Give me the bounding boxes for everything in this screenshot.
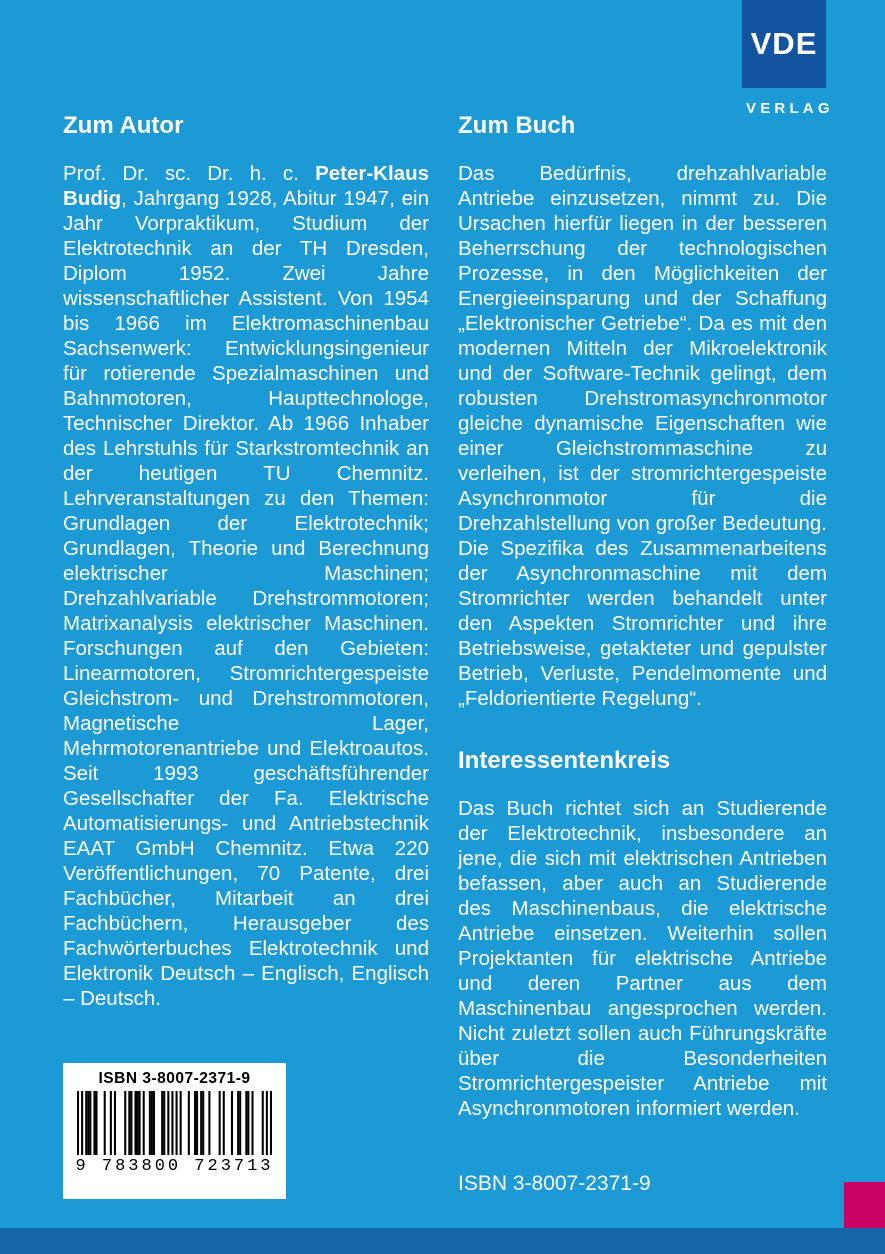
book-section-title: Zum Buch [458, 112, 576, 139]
accent-square [844, 1182, 885, 1228]
author-text [63, 161, 429, 1011]
isbn-text: ISBN 3-8007-2371-9 [458, 1172, 651, 1195]
isbn-barcode [63, 1063, 286, 1199]
author-text-body: , Jahrgang 1928, Abitur 1947, ein Jahr Vorpraktikum, Studium der Elektrotechnik an der TH Dresden, Diplom 1952. Zwei Jahre wissenschaftlicher Assistent. Von 1954 bis 1966 im Elektromaschinenbau Sachsenwerk: Entwicklungsingenieur für rotierende Spezialmaschinen und Bahnmotoren, Haupttechnologe, Technischer Direktor. Ab 1966 Inhaber des Lehrstuhls für Starkstromtechnik an der heutigen TU Chemnitz. Lehrveranstaltungen zu den Themen: Grundlagen der Elektrotechnik; Grundlagen, Theorie und Berechnung elektrischer Maschinen; Drehzahlvariable Drehstrommotoren; Matrixanalysis elektrischer Maschinen. Forschungen auf den Gebieten: Linearmotoren, Stromrichtergespeiste Gleichstrom- und Drehstrommotoren, Magnetische Lager, Mehrmotorenantriebe und Elektroautos. Seit 1993 geschäftsführender Gesellschafter der Fa. Elektrische Automatisierungs- und Antriebstechnik EAAT GmbH Chemnitz. Etwa 220 Veröffentlichungen, 70 Patente, drei Fachbücher, Mitarbeit an drei Fachbüchern, Herausgeber des Fachwörterbuches Elektrotechnik und Elektronik Deutsch – Englisch, Englisch – Deutsch. [63, 187, 429, 1010]
author-column [63, 112, 429, 1011]
author-name: Peter-Klaus Budig [63, 162, 429, 210]
author-section-title: Zum Autor [63, 112, 184, 139]
author-text-prefix: Prof. Dr. sc. Dr. h. c. [63, 162, 316, 185]
vde-verlag-logo [742, 0, 834, 117]
barcode-isbn-label: ISBN 3-8007-2371-9 [98, 1070, 251, 1087]
barcode-digits: 9 783800 723713 [75, 1157, 274, 1176]
audience-section-title: Interessentenkreis [458, 747, 671, 774]
verlag-label: VERLAG [746, 100, 834, 117]
audience-text: Das Buch richtet sich an Studierende der Elektrotechnik, insbesondere an jene, die sich mit elektrischen Antrieben befassen, aber auch an Studierende des Maschinenbaus, die elektrische Antriebe einsetzen. Weiterhin sollen Projektanten für elektrische Antriebe und deren Partner aus dem Maschinenbau angesprochen werden. Nicht zuletzt sollen auch Führungskräfte über die Besonderheiten Stromrichtergespeister Antriebe mit Asynchronmotoren informiert werden. [458, 797, 827, 1120]
barcode-bars [77, 1091, 272, 1155]
book-text: Das Bedürfnis, drehzahlvariable Antriebe einzusetzen, nimmt zu. Die Ursachen hierfür liegen in der besseren Beherrschung der technologischen Prozesse, in den Möglichkeiten der Energieeinsparung und der Schaffung „Elektronischer Getriebe“. Da es mit den modernen Mitteln der Mikroelektronik und der Software-Technik gelingt, dem robusten Drehstromasynchronmotor gleiche dynamische Eigenschaften wie einer Gleichstrommaschine zu verleihen, ist der stromrichtergespeiste Asynchronmotor für die Drehzahlstellung von großer Bedeutung. Die Spezifika des Zusammenarbeitens der Asynchronmaschine mit dem Stromrichter werden behandelt unter den Aspekten Stromrichter und ihre Betriebsweise, getakteter und gepulster Betrieb, Verluste, Pendelmomente und „Feldorientierte Regelung“. [458, 162, 827, 710]
vde-logo-text: VDE [750, 26, 818, 61]
vde-logo-box [742, 0, 826, 88]
book-column [458, 112, 827, 1121]
bottom-strip [0, 1228, 885, 1254]
